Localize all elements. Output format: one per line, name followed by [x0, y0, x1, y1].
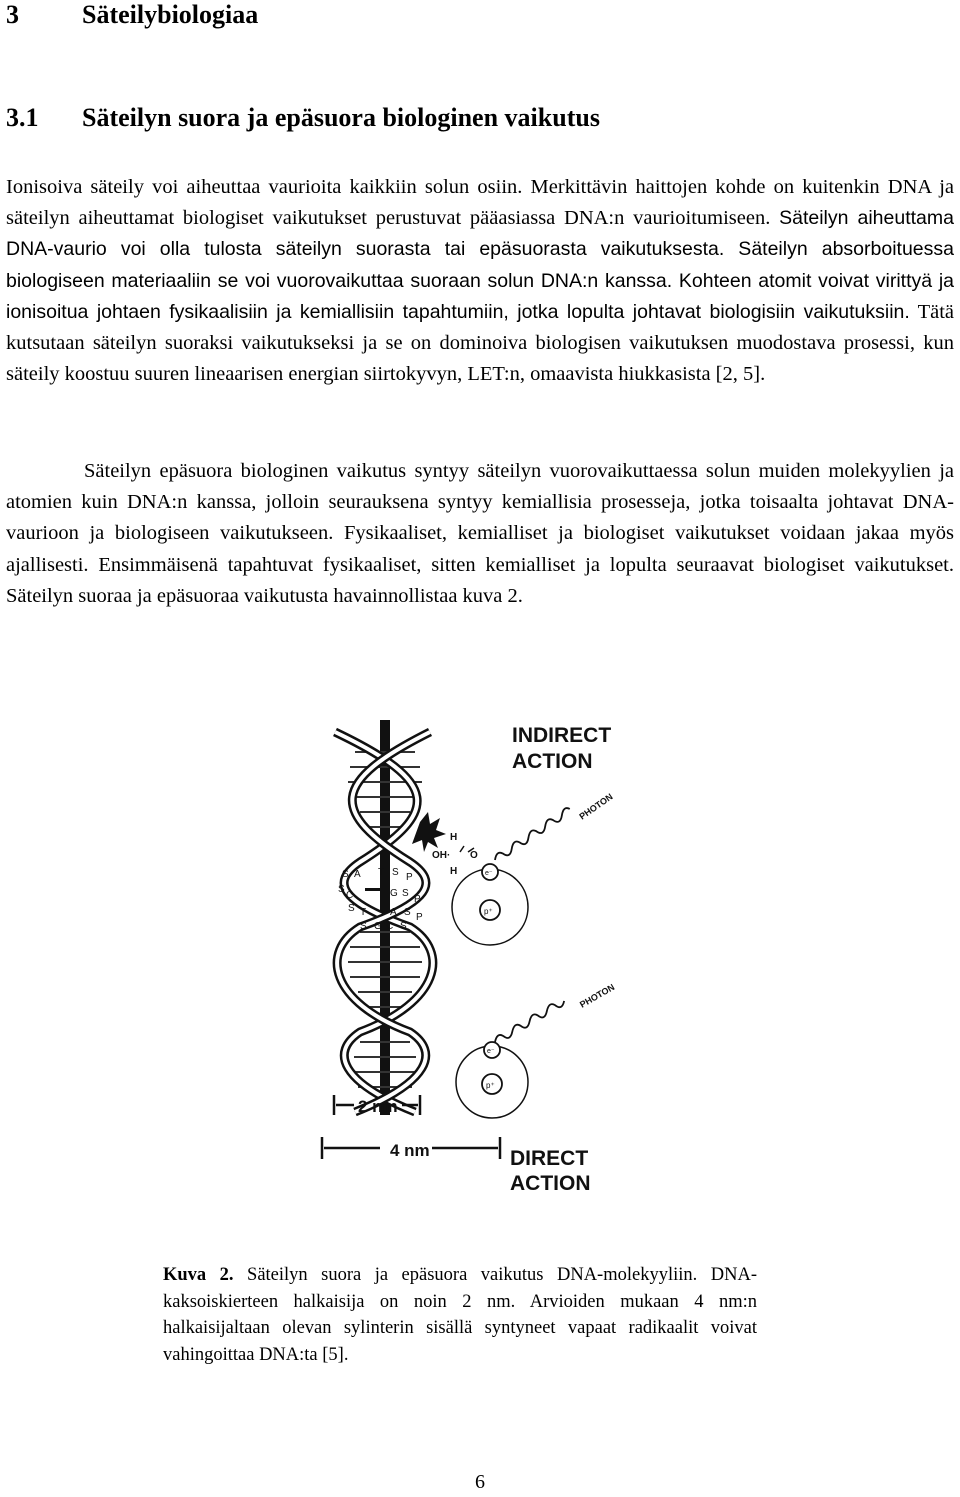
- chapter-heading: [6, 0, 258, 30]
- paragraph-1-part-b: Säteilyn aiheuttama DNA-vaurio voi olla tulosta säteilyn suorasta tai epäsuorasta vaikutuksesta. Säteilyn absorboituessa biologiseen materiaaliin se voi vuorovaikuttaa suoraan solun DNA:n kanssa. Kohteen atomit voivat virittyä ja ionisoitua johtaen fysikaalisiin ja kemiallisiin tapahtumiin, jotka lopulta johtavat biologisiin vaikutuksiin.: [6, 207, 954, 323]
- photon-wave-bottom: [491, 999, 569, 1044]
- svg-text:S: S: [400, 921, 407, 932]
- svg-text:DIRECT: DIRECT: [510, 1147, 589, 1170]
- paragraph-1: [6, 172, 954, 390]
- paragraph-1-part-c: Tätä kutsutaan säteilyn suoraksi vaikutukseksi ja se on dominoiva biologisen vaikutuksen muodostava prosessi, kun säteily koostuu suuren lineaarisen energian siirtokyvyn, LET:n, omaavista hiukkasista [2, 5].: [6, 300, 954, 386]
- svg-text:ACTION: ACTION: [510, 1172, 591, 1195]
- caption-label: Kuva 2.: [163, 1265, 234, 1285]
- svg-text:INDIRECT: INDIRECT: [512, 724, 612, 747]
- svg-text:C: C: [386, 921, 394, 932]
- svg-text:G: G: [390, 888, 398, 899]
- svg-text:S: S: [404, 907, 411, 918]
- svg-text:P: P: [406, 872, 413, 883]
- electron-label-bottom: e⁻: [487, 1048, 495, 1055]
- svg-text:S: S: [402, 888, 409, 899]
- scale-label-4nm: 4 nm: [390, 1141, 430, 1160]
- svg-text:H: H: [450, 832, 458, 843]
- svg-text:G: G: [374, 921, 382, 932]
- svg-text:T: T: [360, 907, 367, 918]
- photon-label-bottom: PHOTON: [578, 981, 617, 1010]
- figure-caption: [163, 1262, 757, 1368]
- photon-wave-top: [489, 807, 575, 862]
- svg-text:A: A: [390, 907, 397, 918]
- damage-burst-icon: [412, 812, 446, 852]
- caption-text: Säteilyn suora ja epäsuora vaikutus DNA-molekyyliin. DNA-kaksoiskierteen halkaisija on noin 2 nm. Arvioiden mukaan 4 nm:n halkaisijaltaan olevan sylinterin sisällä syntyneet vapaat radikaalit voivat vahingoittaa DNA:ta [5].: [163, 1265, 757, 1365]
- electron-label-top: e⁻: [485, 870, 493, 877]
- dna-figure-drawing: [320, 712, 640, 1202]
- chapter-number: 3: [6, 0, 19, 29]
- svg-text:O: O: [470, 850, 478, 861]
- bond-mark: [365, 888, 387, 891]
- svg-text:H: H: [450, 866, 458, 877]
- svg-text:ACTION: ACTION: [512, 750, 593, 773]
- svg-text:S: S: [392, 867, 399, 878]
- svg-text:A: A: [354, 869, 361, 880]
- svg-text:P: P: [416, 912, 423, 923]
- scale-label-2nm: 2 nm: [358, 1097, 398, 1116]
- svg-text:S: S: [338, 884, 345, 895]
- hydroxyl-radical: [432, 832, 478, 877]
- paragraph-2: Säteilyn epäsuora biologinen vaikutus syntyy säteilyn vuorovaikuttaessa solun muiden molekyylien ja atomien kuin DNA:n kanssa, jolloin seurauksena syntyy kemiallisia prosesseja, jotka toisaalta johtavat DNA-vaurioon ja biologiseen vaikutukseen. Fysikaaliset, kemialliset ja biologiset vaikutukset voidaan jakaa myös ajallisesti. Ensimmäisenä tapahtuvat fysikaaliset, sitten kemialliset ja lopulta seuraavat biologiset vaikutukset. Säteilyn suoraa ja epäsuoraa vaikutusta havainnollistaa kuva 2.: [6, 460, 954, 607]
- photon-label-top: PHOTON: [577, 791, 615, 822]
- direct-action-label: [510, 1147, 591, 1195]
- chapter-title: Säteilybiologiaa: [82, 0, 259, 29]
- dna-figure: [320, 712, 640, 1202]
- section-heading: [6, 103, 600, 133]
- proton-label-bottom: p⁺: [486, 1081, 495, 1090]
- section-number: 3.1: [6, 103, 39, 132]
- svg-text:S: S: [360, 921, 367, 932]
- paragraph-1-part-a: Ionisoiva säteily voi aiheuttaa vaurioita kaikkiin solun osiin. Merkittävin haittojen kohde on kuitenkin DNA ja säteilyn aiheuttamat biologiset vaikutukset perustuvat pääasiassa DNA:n vaurioitumiseen.: [6, 176, 954, 230]
- svg-text:OH·: OH·: [432, 850, 451, 861]
- section-title: Säteilyn suora ja epäsuora biologinen vaikutus: [82, 103, 600, 132]
- page-number: 6: [475, 1471, 485, 1493]
- svg-text:S: S: [342, 869, 349, 880]
- proton-label-top: p⁺: [484, 907, 493, 916]
- indirect-action-label: [512, 724, 611, 773]
- svg-text:S: S: [348, 903, 355, 914]
- svg-text:P: P: [414, 894, 421, 905]
- svg-text:C: C: [346, 890, 354, 901]
- svg-text:T: T: [378, 867, 385, 878]
